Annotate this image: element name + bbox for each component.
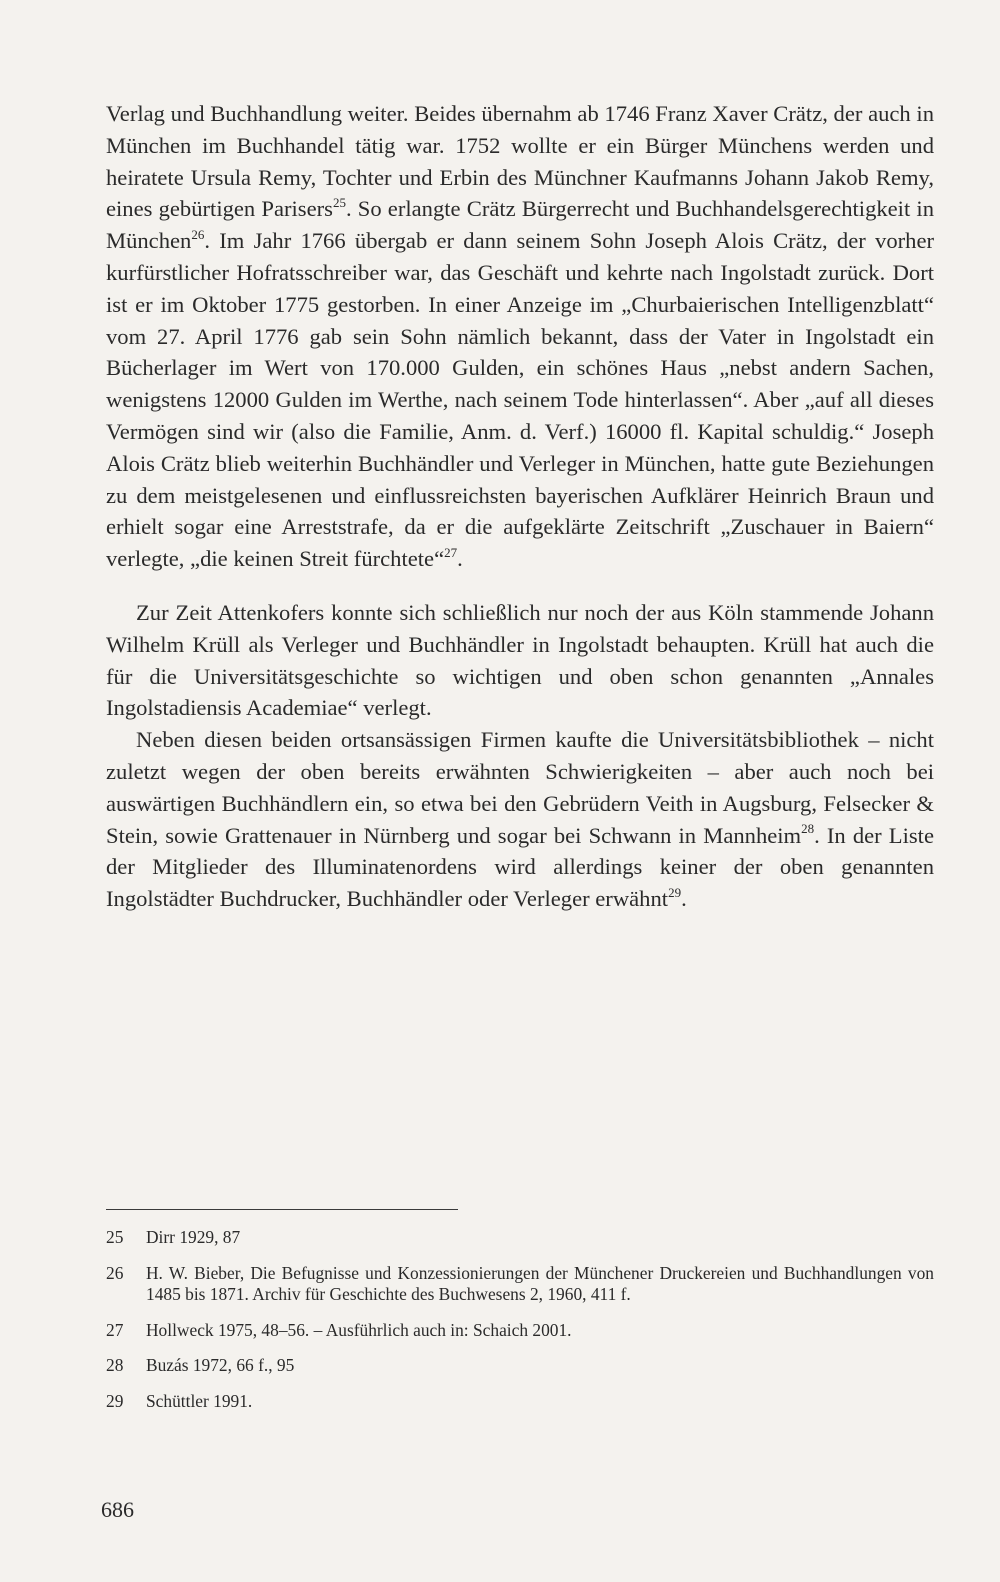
paragraph-1-text-c: . Im Jahr 1766 übergab er dann seinem Sohn Joseph Alois Crätz, der vorher kurfürstlicher Hofratsschreiber war, das Geschäft und kehrte nach Ingolstadt zurück. Dort ist er im Oktober 1775 gestorben. In einer Anzeige im „Churbaierischen Intelligenzblatt“ vom 27. April 1776 gab sein Sohn nämlich bekannt, dass der Vater in Ingolstadt ein Bücherlager im Wert von 170.000 Gulden, ein schönes Haus „nebst andern Sachen, wenigstens 12000 Gulden im Werthe, nach seinem Tode hinterlassen“. Aber „auf all dieses Vermögen sind wir (also die Familie, Anm. d. Verf.) 16000 fl. Kapital schuldig.“ Joseph Alois Crätz blieb weiterhin Buchhändler und Verleger in München, hatte gute Beziehungen zu dem meistgelesenen und einflussreichsten bayerischen Aufklärer Heinrich Braun und erhielt sogar eine Arreststrafe, da er die aufgeklärte Zeitschrift „Zuschauer in Baiern“ verlegte, „die keinen Streit fürchtete“ — [106, 228, 934, 572]
footnote-ref-29: 29 — [668, 884, 682, 900]
footnote-item — [106, 1227, 934, 1249]
paragraph-1-text-a: Verlag und Buchhandlung weiter. Beides übernahm ab 1746 Franz Xaver Crätz, der auch in München im Buchhandel tätig war. 1752 wollte er ein Bürger Münchens werden und heiratete Ursula Remy, Tochter und Erbin des Münchner Kaufmanns Johann Jakob Remy, eines gebürtigen Parisers — [106, 101, 934, 222]
footnote-divider — [106, 1209, 458, 1210]
footnote-ref-28: 28 — [801, 821, 815, 836]
footnote-text: Schüttler 1991. — [146, 1390, 253, 1411]
paragraph-1 — [106, 98, 934, 575]
footnote-ref-26: 26 — [191, 226, 205, 242]
paragraph-2 — [106, 597, 934, 724]
footnote-item — [106, 1320, 934, 1342]
paragraph-3 — [106, 724, 934, 915]
main-text — [106, 98, 934, 915]
footnote-ref-27: 27 — [444, 544, 458, 560]
footnote-item — [106, 1355, 934, 1377]
paragraph-3-text-a: Neben diesen beiden ortsansässigen Firmen kaufte die Universitätsbibliothek – nicht zuletzt wegen der oben bereits erwähnten Schwierigkeiten – aber auch noch bei auswärtigen Buchhändlern ein, so etwa bei den Gebrüdern Veith in Augsburg, Felsecker & Stein, sowie Grattenauer in Nürnberg und sogar bei Schwann in Mannheim — [106, 727, 934, 848]
paragraph-3-text-c: . — [681, 886, 687, 912]
footnote-ref-25: 25 — [332, 194, 346, 210]
footnote-number: 29 — [106, 1390, 124, 1411]
footnote-item — [106, 1391, 934, 1413]
footnote-item — [106, 1263, 934, 1306]
footnote-number: 26 — [106, 1262, 124, 1283]
footnote-text: Buzás 1972, 66 f., 95 — [146, 1355, 295, 1375]
footnote-text: H. W. Bieber, Die Befugnisse und Konzessionierungen der Münchener Druckereien und Buchhandlungen von 1485 bis 1871. Archiv für Geschichte des Buchwesens 2, 1960, 411 f. — [146, 1262, 934, 1304]
paragraph-3-text-b: . In der Liste der Mitglieder des Illuminatenordens wird allerdings keiner der oben genannten Ingolstädter Buchdrucker, Buchhändler oder Verleger erwähnt — [106, 822, 934, 912]
paragraph-1-text-d: . — [457, 546, 463, 572]
paragraph-2-text: Zur Zeit Attenkofers konnte sich schließlich nur noch der aus Köln stammende Johann Wilhelm Krüll als Verleger und Buchhändler in Ingolstadt behaupten. Krüll hat auch die für die Universitätsgeschichte so wichtigen und oben schon genannten „Annales Ingolstadiensis Academiae“ verlegt. — [106, 599, 934, 721]
footnote-text: Hollweck 1975, 48–56. – Ausführlich auch in: Schaich 2001. — [146, 1319, 572, 1340]
page-number: 686 — [101, 1497, 134, 1522]
footnote-number: 25 — [106, 1227, 124, 1247]
footnote-text: Dirr 1929, 87 — [146, 1227, 241, 1247]
footnote-number: 27 — [106, 1319, 124, 1340]
footnotes — [106, 1227, 934, 1426]
paragraph-1-text-b: . So erlangte Crätz Bürgerrecht und Buchhandelsgerechtigkeit in München — [106, 196, 934, 254]
footnote-number: 28 — [106, 1355, 124, 1375]
